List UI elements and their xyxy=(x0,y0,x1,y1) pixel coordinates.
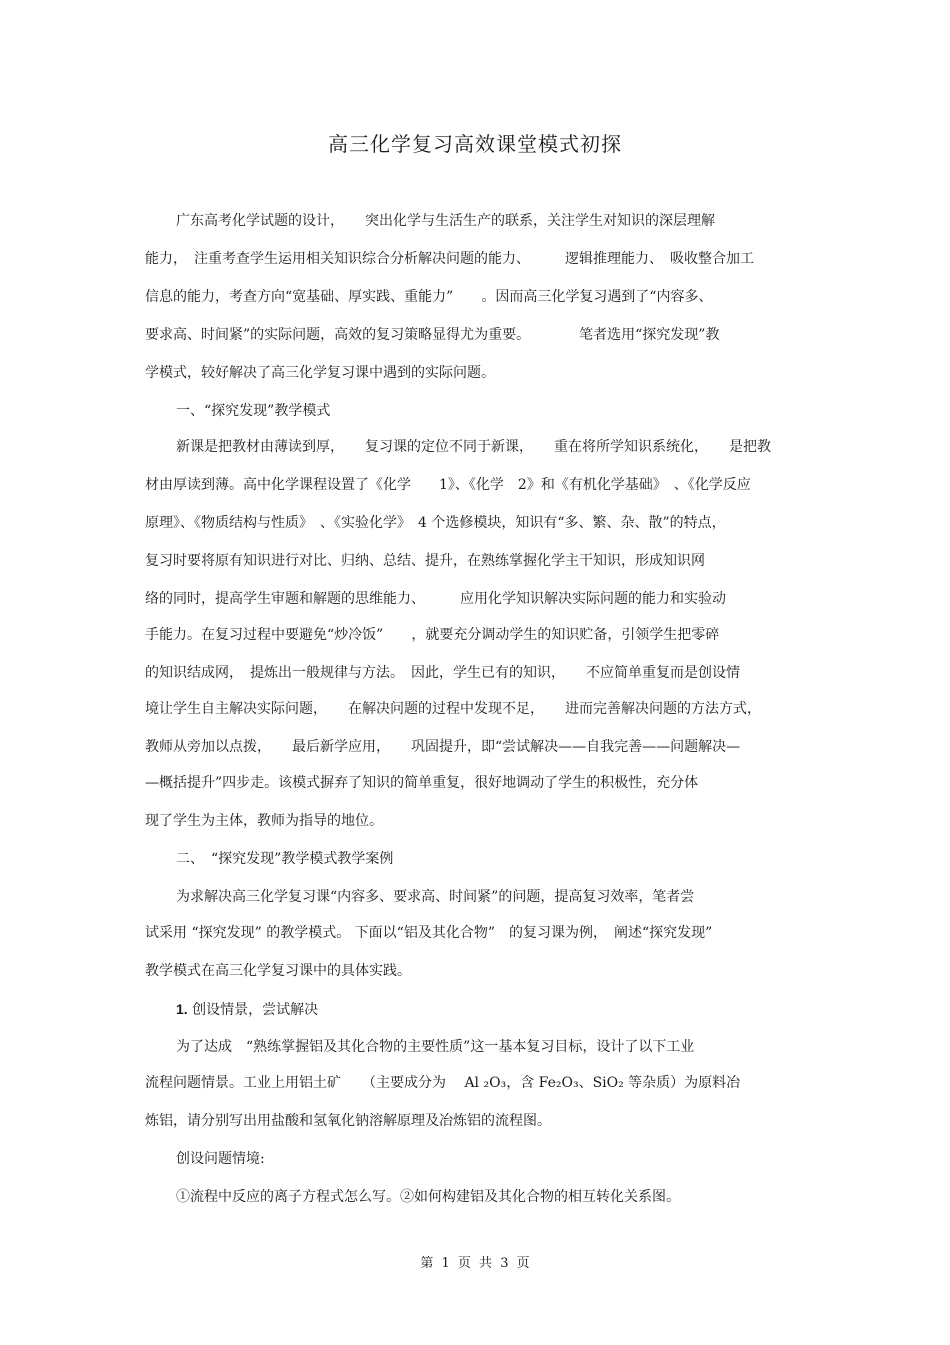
paragraph-line: 的知识结成网， 提炼出一般规律与方法。 因此，学生已有的知识， 不应简单重复而是创设情 xyxy=(145,665,740,681)
page-footer: 第 1 页 共 3 页 xyxy=(420,1256,530,1271)
document-title: 高三化学复习高效课堂模式初探 xyxy=(328,132,622,156)
section-heading: 二、 “探究发现”教学模式教学案例 xyxy=(176,851,394,867)
paragraph-line: ①流程中反应的离子方程式怎么写。②如何构建铝及其化合物的相互转化关系图。 xyxy=(176,1189,680,1205)
paragraph-line: 教师从旁加以点拨， 最后新学应用， 巩固提升，即“尝试解决——自我完善——问题解决— xyxy=(145,739,741,755)
paragraph-line: 为了达成 “熟练掌握铝及其化合物的主要性质”这一基本复习目标，设计了以下工业 xyxy=(176,1039,695,1055)
paragraph-line: 材由厚读到薄。高中化学课程设置了《化学 1》、《化学 2》和《有机化学基础》 、《化学反应 xyxy=(145,477,751,493)
paragraph-line: 流程问题情景。工业上用铝土矿 （主要成分为 Al ₂O₃，含 Fe₂O₃、SiO₂ 等杂质）为原料冶 xyxy=(145,1075,741,1091)
paragraph-line: 为求解决高三化学复习课“内容多、要求高、时间紧”的问题，提高复习效率，笔者尝 xyxy=(176,889,695,905)
section-heading: 一、“探究发现”教学模式 xyxy=(176,403,331,419)
paragraph-line: 新课是把教材由薄读到厚， 复习课的定位不同于新课， 重在将所学知识系统化， 是把教 xyxy=(176,439,771,455)
paragraph-line: 炼铝，请分别写出用盐酸和氢氧化钠溶解原理及冶炼铝的流程图。 xyxy=(145,1113,551,1129)
paragraph-line: 试采用 “探究发现” 的教学模式。 下面以“铝及其化合物” 的复习课为例， 阐述“探究发现” xyxy=(145,925,713,941)
subsection-heading xyxy=(176,1000,846,1019)
paragraph-line: 教学模式在高三化学复习课中的具体实践。 xyxy=(145,963,411,979)
paragraph-line: —概括提升”四步走。该模式摒弃了知识的简单重复，很好地调动了学生的积极性，充分体 xyxy=(145,775,699,791)
paragraph-line: 复习时要将原有知识进行对比、归纳、总结、提升，在熟练掌握化学主干知识，形成知识网 xyxy=(145,553,705,569)
paragraph-line: 能力， 注重考查学生运用相关知识综合分析解决问题的能力、 逻辑推理能力、 吸收整合加工 xyxy=(145,251,754,267)
paragraph-line: 创设问题情境: xyxy=(176,1151,265,1167)
subsection-title: 创设情景，尝试解决 xyxy=(192,1002,319,1018)
paragraph-line: 信息的能力，考查方向“宽基础、厚实践、重能力” 。因而高三化学复习遇到了“内容多、 xyxy=(145,289,713,305)
paragraph-line: 原理》、《物质结构与性质》 、《实验化学》 4 个选修模块，知识有“多、繁、杂、散”的特点， xyxy=(145,515,726,531)
paragraph-line: 境让学生自主解决实际问题， 在解决问题的过程中发现不足， 进而完善解决问题的方法方式， xyxy=(145,701,761,717)
paragraph-line: 手能力。在复习过程中要避免“炒冷饭” ，就要充分调动学生的知识贮备，引领学生把零碎 xyxy=(145,627,720,643)
paragraph-line: 络的同时，提高学生审题和解题的思维能力、 应用化学知识解决实际问题的能力和实验动 xyxy=(145,591,726,607)
paragraph-line: 要求高、时间紧”的实际问题，高效的复习策略显得尤为重要。 笔者选用“探究发现”教 xyxy=(145,327,720,343)
paragraph-line: 现了学生为主体，教师为指导的地位。 xyxy=(145,813,383,829)
paragraph-line: 广东高考化学试题的设计， 突出化学与生活生产的联系，关注学生对知识的深层理解 xyxy=(176,213,715,229)
subsection-number: 1. xyxy=(176,1001,188,1017)
paragraph-line: 学模式，较好解决了高三化学复习课中遇到的实际问题。 xyxy=(145,365,495,381)
